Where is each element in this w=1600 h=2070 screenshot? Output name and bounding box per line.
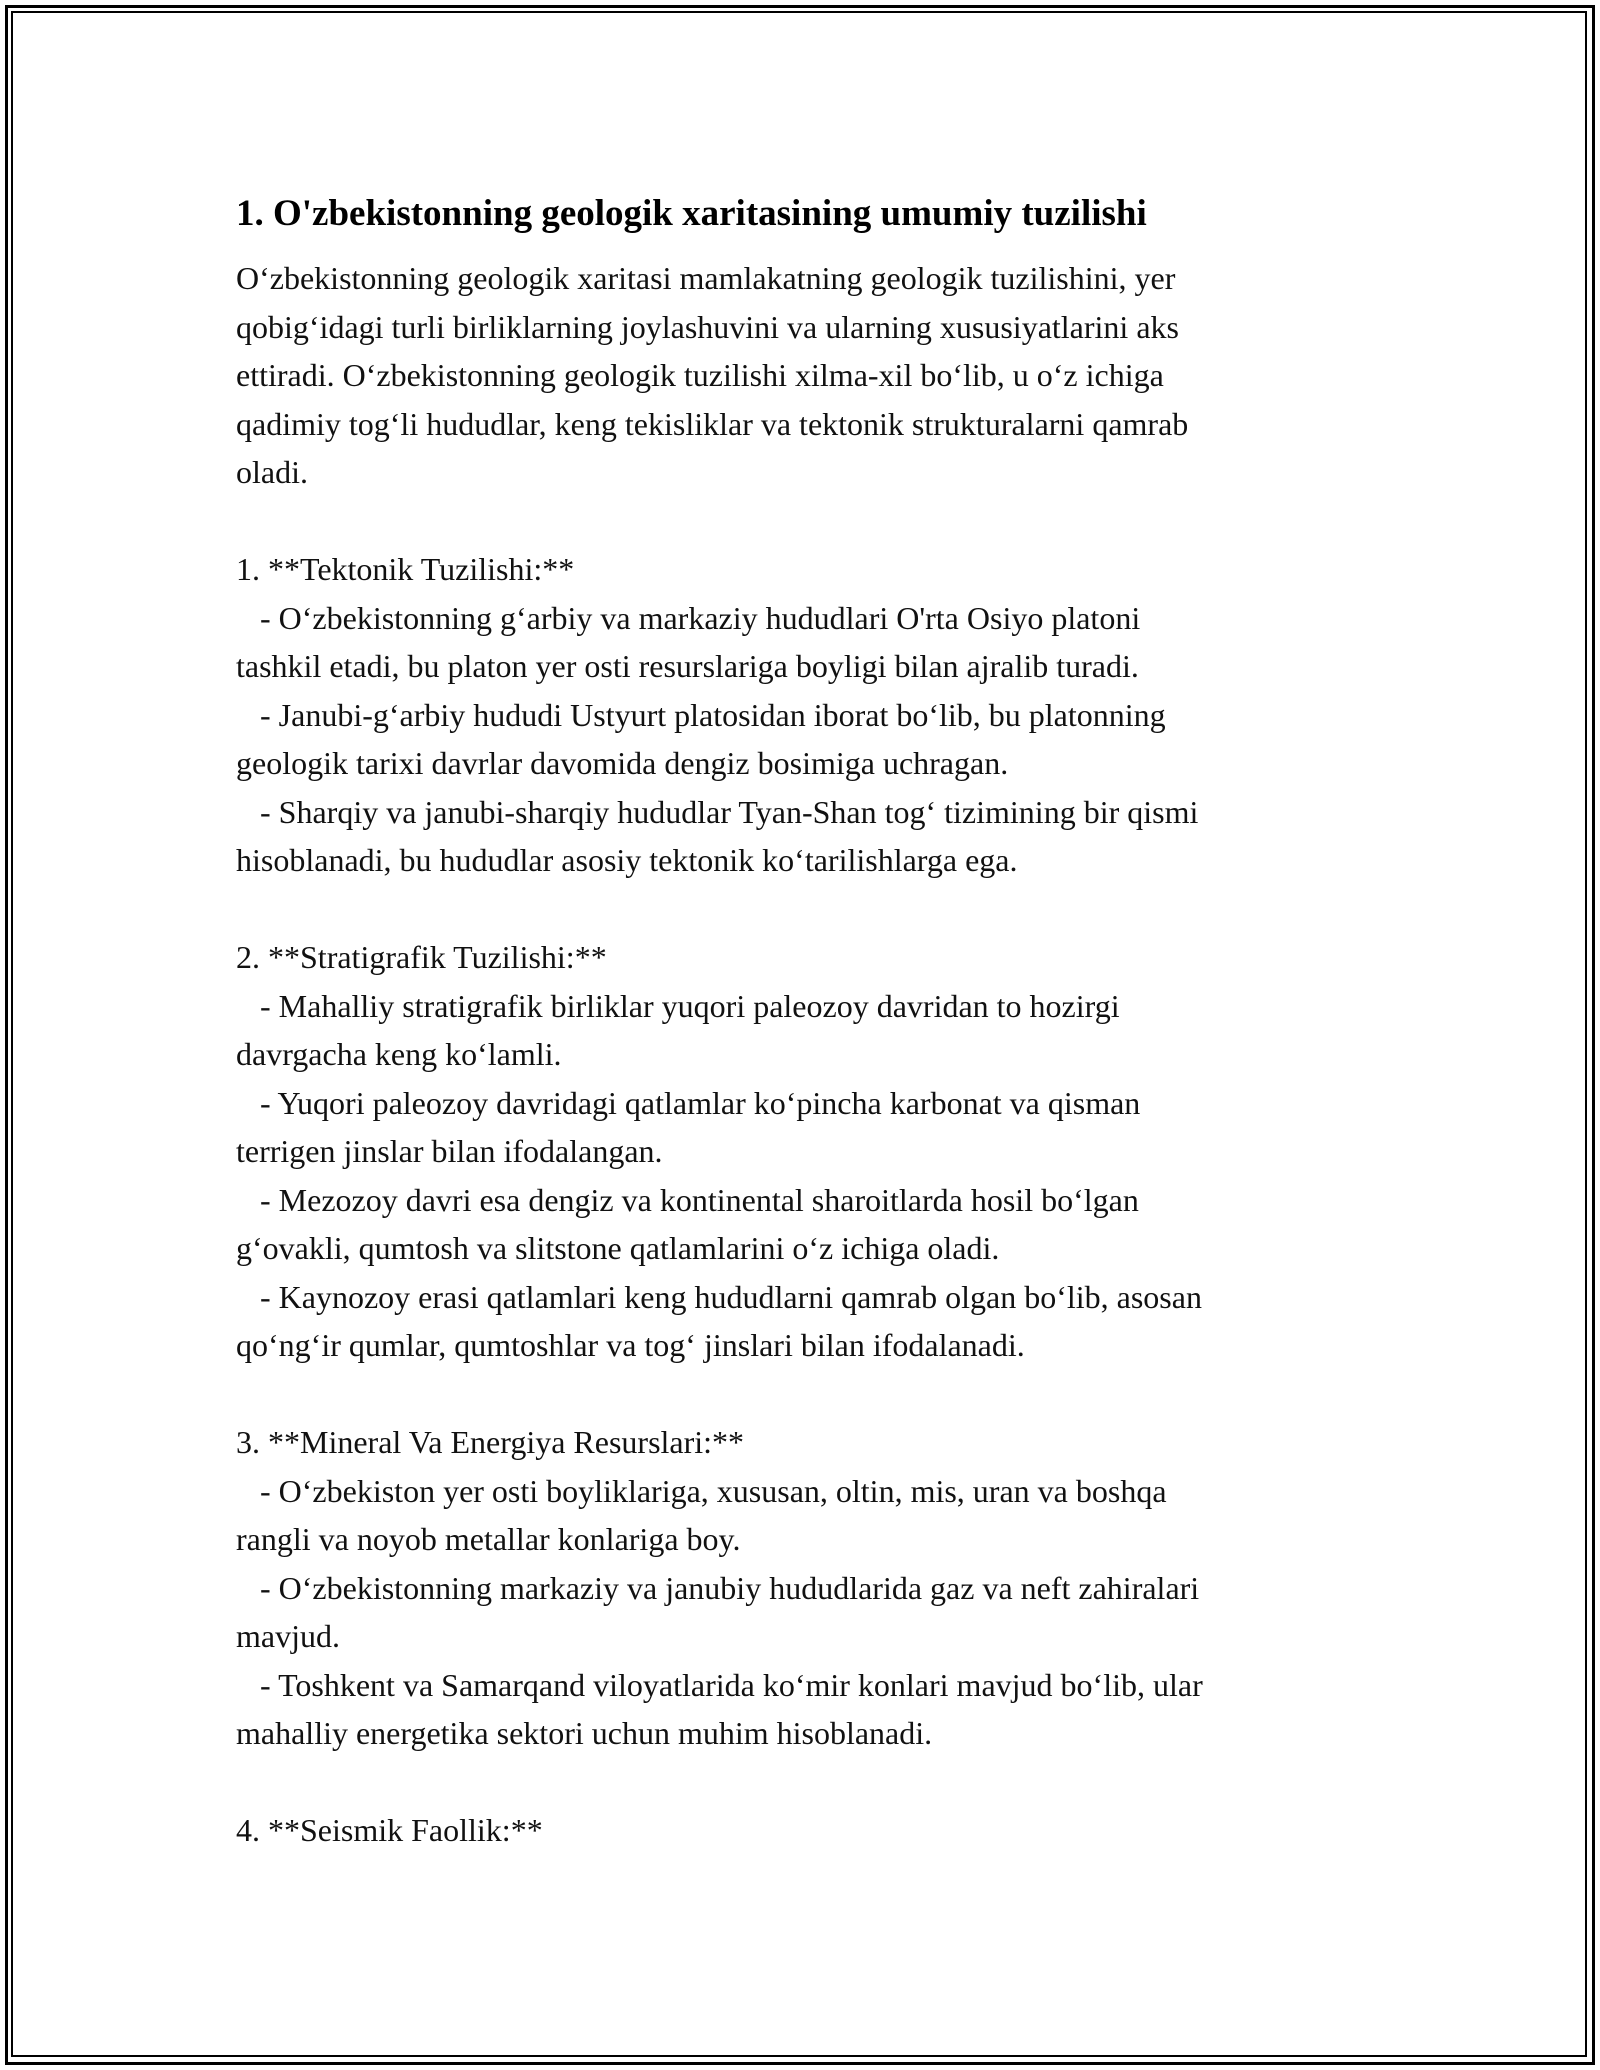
section-line: qo‘ng‘ir qumlar, qumtoshlar va tog‘ jinslari bilan ifodalanadi. (236, 1327, 1025, 1363)
section-line: davrgacha keng ko‘lamli. (236, 1036, 562, 1072)
section-line: rangli va noyob metallar konlariga boy. (236, 1521, 741, 1557)
intro-paragraph (236, 254, 1386, 497)
section-seismic (236, 1806, 1386, 1855)
section-heading: 2. **Stratigrafik Tuzilishi:** (236, 939, 607, 975)
section-line: - O‘zbekistonning g‘arbiy va markaziy hududlari O'rta Osiyo platoni (236, 599, 1141, 636)
document-body (236, 182, 1386, 1855)
section-line: - Yuqori paleozoy davridagi qatlamlar ko‘pincha karbonat va qisman (236, 1084, 1141, 1121)
paragraph-gap (236, 885, 1386, 934)
section-line: - Toshkent va Samarqand viloyatlarida ko‘mir konlari mavjud bo‘lib, ular (236, 1666, 1203, 1703)
section-line: - Sharqiy va janubi-sharqiy hududlar Tyan-Shan tog‘ tizimining bir qismi (236, 793, 1199, 830)
paragraph-gap (236, 1370, 1386, 1419)
section-line: mavjud. (236, 1618, 340, 1654)
section-line: tashkil etadi, bu platon yer osti resurslariga boyligi bilan ajralib turadi. (236, 648, 1139, 684)
section-heading: 4. **Seismik Faollik:** (236, 1812, 543, 1848)
intro-line: qadimiy tog‘li hududlar, keng tekisliklar va tektonik strukturalarni qamrab (236, 405, 1189, 442)
section-line: - Mezozoy davri esa dengiz va kontinental sharoitlarda hosil bo‘lgan (236, 1181, 1139, 1218)
section-stratigraphic (236, 933, 1386, 1370)
section-heading: 1. **Tektonik Tuzilishi:** (236, 551, 575, 587)
section-line: hisoblanadi, bu hududlar asosiy tektonik ko‘tarilishlarga ega. (236, 842, 1018, 878)
section-tectonic (236, 545, 1386, 885)
paragraph-gap (236, 1758, 1386, 1807)
section-line: - Kaynozoy erasi qatlamlari keng hududlarni qamrab olgan bo‘lib, asosan (236, 1278, 1202, 1315)
section-line: terrigen jinslar bilan ifodalangan. (236, 1133, 663, 1169)
section-line: g‘ovakli, qumtosh va slitstone qatlamlarini o‘z ichiga oladi. (236, 1230, 1000, 1266)
intro-line: qobig‘idagi turli birliklarning joylashuvini va ularning xususiyatlarini aks (236, 308, 1179, 345)
section-line: geologik tarixi davrlar davomida dengiz bosimiga uchragan. (236, 745, 1009, 781)
paragraph-gap (236, 497, 1386, 546)
section-line: - O‘zbekiston yer osti boyliklariga, xususan, oltin, mis, uran va boshqa (236, 1472, 1167, 1509)
section-line: - O‘zbekistonning markaziy va janubiy hududlarida gaz va neft zahiralari (236, 1569, 1200, 1606)
intro-line: O‘zbekistonning geologik xaritasi mamlakatning geologik tuzilishini, yer (236, 260, 1176, 296)
section-line: - Janubi-g‘arbiy hududi Ustyurt platosidan iborat bo‘lib, bu platonning (236, 696, 1166, 733)
intro-line: ettiradi. O‘zbekistonning geologik tuzilishi xilma-xil bo‘lib, u o‘z ichiga (236, 357, 1164, 393)
section-line: - Mahalliy stratigrafik birliklar yuqori paleozoy davridan to hozirgi (236, 987, 1120, 1024)
intro-line: oladi. (236, 454, 308, 490)
document-title: 1. O'zbekistonning geologik xaritasining umumiy tuzilishi (236, 193, 1147, 234)
section-resources (236, 1418, 1386, 1758)
section-line: mahalliy energetika sektori uchun muhim hisoblanadi. (236, 1715, 933, 1751)
section-heading: 3. **Mineral Va Energiya Resurslari:** (236, 1424, 745, 1460)
